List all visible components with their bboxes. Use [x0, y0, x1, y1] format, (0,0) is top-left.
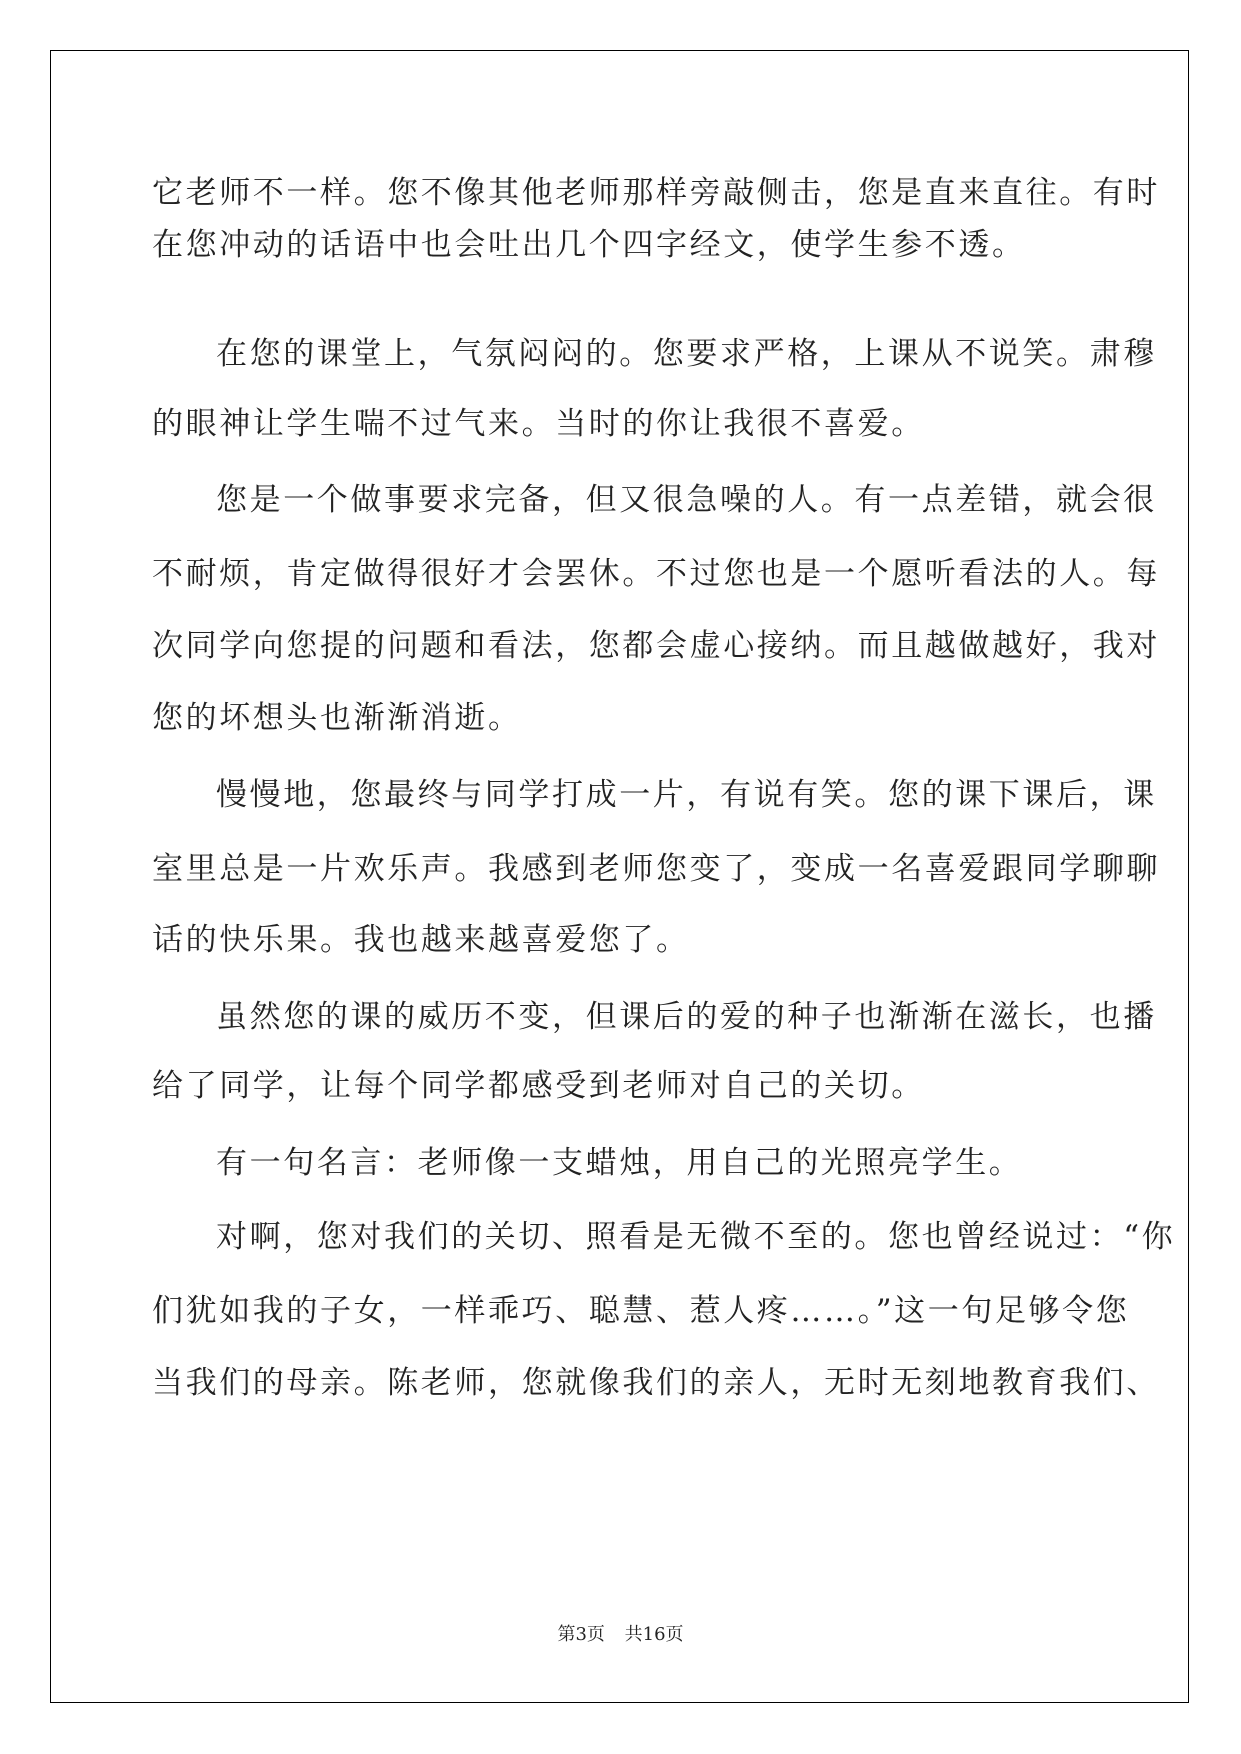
text-line-17: 当我们的母亲。陈老师，您就像我们的亲人，无时无刻地教育我们、 — [152, 1365, 1160, 1401]
text-line-7: 次同学向您提的问题和看法，您都会虚心接纳。而且越做越好，我对 — [152, 628, 1160, 664]
text-line-9: 慢慢地，您最终与同学打成一片，有说有笑。您的课下课后，课 — [216, 777, 1157, 813]
text-line-14: 有一句名言：老师像一支蜡烛，用自己的光照亮学生。 — [216, 1145, 1023, 1181]
text-line-5: 您是一个做事要求完备，但又很急噪的人。有一点差错，就会很 — [216, 482, 1157, 518]
text-line-1: 它老师不一样。您不像其他老师那样旁敲侧击，您是直来直往。有时 — [152, 175, 1160, 211]
text-line-15: 对啊，您对我们的关切、照看是无微不至的。您也曾经说过：“你 — [216, 1219, 1176, 1255]
text-line-10: 室里总是一片欢乐声。我感到老师您变了，变成一名喜爱跟同学聊聊 — [152, 851, 1160, 887]
page-number-footer: 第3页 共16页 — [557, 1624, 684, 1645]
text-line-8: 您的坏想头也渐渐消逝。 — [152, 700, 522, 736]
text-line-11: 话的快乐果。我也越来越喜爱您了。 — [152, 922, 690, 958]
text-line-6: 不耐烦，肯定做得很好才会罢休。不过您也是一个愿听看法的人。每 — [152, 556, 1160, 592]
text-line-12: 虽然您的课的威历不变，但课后的爱的种子也渐渐在滋长，也播 — [216, 999, 1157, 1035]
text-line-4: 的眼神让学生喘不过气来。当时的你让我很不喜爱。 — [152, 406, 925, 442]
text-line-13: 给了同学，让每个同学都感受到老师对自己的关切。 — [152, 1068, 925, 1104]
text-line-16: 们犹如我的子女，一样乖巧、聪慧、惹人疼……。”这一句足够令您 — [152, 1293, 1130, 1329]
text-line-2: 在您冲动的话语中也会吐出几个四字经文，使学生参不透。 — [152, 227, 1026, 263]
text-line-3: 在您的课堂上，气氛闷闷的。您要求严格，上课从不说笑。肃穆 — [216, 336, 1157, 372]
